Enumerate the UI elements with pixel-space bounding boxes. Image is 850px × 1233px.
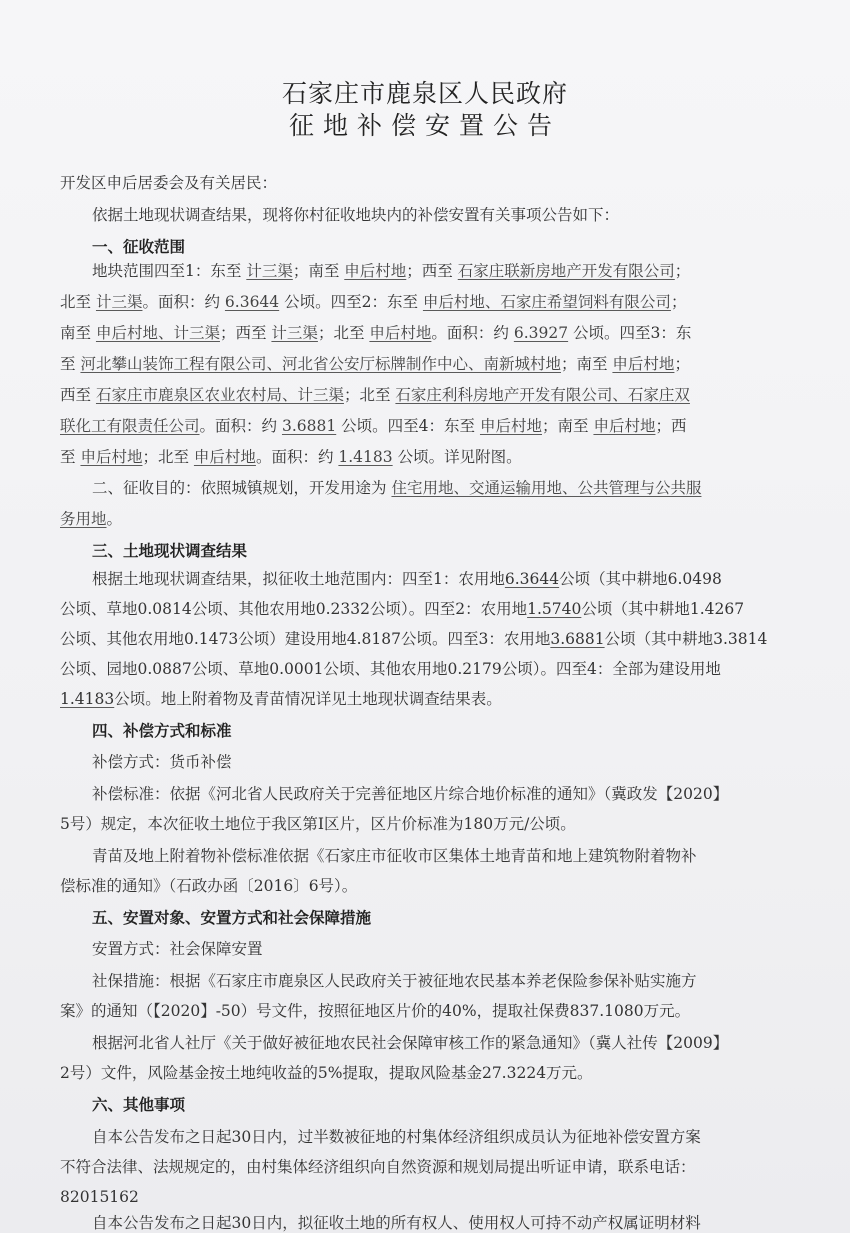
s1-line: 地块范围四至1：东至 计三渠；南至 申后村地；西至 石家庄联新房地产开发有限公司； [92, 262, 691, 280]
notice-title: 征地补偿安置公告 [288, 111, 561, 140]
s3-line: 公顷、园地0.0887公顷、草地0.0001公顷、其他农用地0.2179公顷）。四至4：全部为建设用地 [60, 660, 721, 678]
section3-heading: 三、土地现状调查结果 [92, 542, 248, 560]
s5-line: 根据河北省人社厅《关于做好被征地农民社会保障审核工作的紧急通知》（冀人社传【2009】 [92, 1034, 729, 1052]
s1-line: 西至 石家庄市鹿泉区农业农村局、计三渠；北至 石家庄利科房地产开发有限公司、石家庄双 [60, 386, 690, 404]
section1-heading: 一、征收范围 [92, 238, 186, 256]
s4-line: 补偿标准：依据《河北省人民政府关于完善征地区片综合地价标准的通知》（冀政发【2020】 [92, 785, 729, 803]
s5-line: 安置方式：社会保障安置 [92, 940, 263, 958]
s3-line: 根据土地现状调查结果，拟征收土地范围内：四至1：农用地6.3644公顷（其中耕地6.0498 [92, 570, 722, 588]
s5-line: 案》的通知（【2020】-50）号文件，按照征地区片价的40%，提取社保费837.1080万元。 [60, 1002, 691, 1020]
s5-line: 2号）文件，风险基金按土地纯收益的5%提取，提取风险基金27.3224万元。 [60, 1064, 593, 1082]
s1-line: 至 河北攀山装饰工程有限公司、河北省公安厅标牌制作中心、南新城村地；南至 申后村地； [60, 355, 690, 373]
s6-line: 不符合法律、法规规定的，由村集体经济组织向自然资源和规划局提出听证申请，联系电话： [60, 1158, 696, 1176]
section4-heading: 四、补偿方式和标准 [92, 722, 232, 740]
s3-line: 1.4183公顷。地上附着物及青苗情况详见土地现状调查结果表。 [60, 690, 502, 708]
s4-line: 5号）规定，本次征收土地位于我区第Ⅰ区片，区片价标准为180万元/公顷。 [60, 815, 576, 833]
intro-paragraph: 依据土地现状调查结果，现将你村征收地块内的补偿安置有关事项公告如下： [92, 206, 620, 224]
issuer-title: 石家庄市鹿泉区人民政府 [281, 79, 568, 108]
phone-number: 82015162 [60, 1188, 139, 1206]
s3-line: 公顷、草地0.0814公顷、其他农用地0.2332公顷）。四至2：农用地1.5740公顷（其中耕地1.4267 [60, 600, 745, 618]
s6-line: 自本公告发布之日起30日内，过半数被征地的村集体经济组织成员认为征地补偿安置方案 [92, 1128, 701, 1146]
s1-line: 联化工有限责任公司。面积：约 3.6881 公顷。四至4：东至 申后村地；南至 申后村地；西 [60, 417, 687, 435]
s1-line: 至 申后村地；北至 申后村地。面积：约 1.4183 公顷。详见附图。 [60, 448, 522, 466]
s6-line: 自本公告发布之日起30日内，拟征收土地的所有权人、使用权人可持不动产权属证明材料 [92, 1214, 701, 1232]
addressee: 开发区申后居委会及有关居民： [60, 174, 278, 192]
section2-line: 务用地。 [60, 510, 123, 528]
s1-line: 南至 申后村地、计三渠；西至 计三渠；北至 申后村地。面积：约 6.3927 公顷。四至3：东 [60, 324, 692, 342]
section2-line: 二、征收目的：依照城镇规划，开发用途为 住宅用地、交通运输用地、公共管理与公共服 [92, 479, 702, 497]
section5-heading: 五、安置对象、安置方式和社会保障措施 [92, 909, 372, 927]
s4-line: 青苗及地上附着物补偿标准依据《石家庄市征收市区集体土地青苗和地上建筑物附着物补 [92, 847, 697, 865]
s5-line: 社保措施：根据《石家庄市鹿泉区人民政府关于被征地农民基本养老保险参保补贴实施方 [92, 972, 697, 990]
section6-heading: 六、其他事项 [92, 1096, 186, 1114]
s1-line: 北至 计三渠。面积：约 6.3644 公顷。四至2：东至 申后村地、石家庄希望饲料有限公司； [60, 293, 687, 311]
s3-line: 公顷、其他农用地0.1473公顷）建设用地4.8187公顷。四至3：农用地3.6881公顷（其中耕地3.3814 [60, 630, 768, 648]
s4-line: 补偿方式：货币补偿 [92, 753, 232, 771]
s4-line: 偿标准的通知》（石政办函〔2016〕6号）。 [60, 877, 358, 895]
